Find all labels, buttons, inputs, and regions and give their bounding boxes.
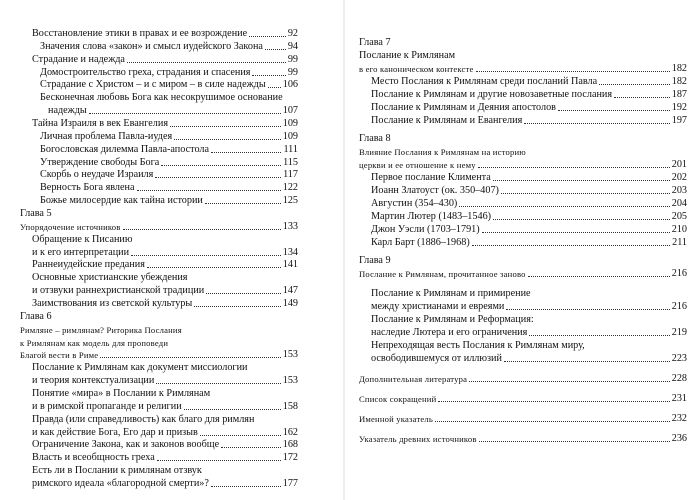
- toc-entry: [371, 327, 687, 339]
- toc-entry-title: Послание к Римлянам, прочитанное заново: [359, 269, 526, 279]
- toc-page-number: 192: [671, 102, 687, 113]
- toc-page-number: 149: [282, 298, 298, 309]
- toc-page-number: 162: [282, 426, 298, 438]
- toc-page-number: 202: [671, 172, 687, 183]
- dot-leader: [493, 180, 670, 181]
- toc-entry: [32, 285, 298, 297]
- toc-entry-title: римского идеала «благородной смерти»?: [32, 478, 209, 489]
- toc-page-number: 211: [672, 237, 687, 248]
- toc-entry: [371, 340, 687, 352]
- dot-leader: [89, 113, 281, 114]
- toc-entry-title: к Римлянам как модель для проповеди: [20, 337, 169, 348]
- toc-entry: [32, 452, 298, 464]
- toc-entry-title: Скорбь о неудаче Израиля: [40, 169, 154, 181]
- toc-entry-title: Тайна Израиля в век Евангелия: [32, 118, 169, 129]
- toc-entry-title: Римляне – римлянам? Риторика Послания: [20, 324, 182, 335]
- toc-entry: [371, 288, 687, 300]
- toc-entry: [359, 146, 687, 158]
- toc-entry-title: Джон Уэсли (1703–1791): [371, 224, 480, 235]
- toc-entry: [40, 169, 298, 181]
- dot-leader: [265, 49, 286, 50]
- toc-entry: [20, 208, 298, 220]
- toc-entry: [359, 133, 687, 145]
- left-page: [0, 0, 345, 500]
- toc-page-number: 177: [282, 478, 298, 489]
- toc-page-number: 187: [671, 89, 687, 100]
- toc-entry-title: Упорядочение источников: [20, 221, 121, 232]
- toc-entry-title: Влияние Послания к Римлянам на историю: [359, 147, 526, 157]
- toc-entry: [359, 268, 687, 280]
- toc-page-number: 197: [671, 115, 687, 126]
- dot-leader: [127, 62, 286, 63]
- toc-entry-title: Значения слова «закон» и смысл иудейского Закона: [40, 40, 263, 52]
- toc-entry-title: надежды: [48, 105, 87, 117]
- toc-page-number: 205: [671, 211, 687, 222]
- toc-entry-title: освободившемуся от иллюзий: [371, 353, 502, 364]
- toc-entry: [40, 144, 298, 156]
- toc-page-number: 92: [287, 28, 298, 39]
- dot-leader: [524, 123, 669, 124]
- toc-entry: [371, 224, 687, 236]
- toc-entry: [40, 79, 298, 91]
- toc-entry: [48, 105, 298, 117]
- toc-entry-title: Послание к Римлянам как документ миссиологии: [32, 362, 248, 374]
- dot-leader: [459, 206, 669, 207]
- dot-leader: [194, 306, 280, 307]
- toc-entry: [32, 54, 298, 66]
- toc-entry-title: и к его интерпретации: [32, 246, 130, 258]
- toc-entry-title: Первое послание Климента: [371, 172, 491, 183]
- toc-entry: [359, 393, 687, 405]
- toc-entry-title: Указатель древних источников: [359, 434, 477, 444]
- toc-page-number: 172: [282, 452, 298, 464]
- toc-entry-title: Место Послания к Римлянам среди посланий Павла: [371, 76, 598, 87]
- toc-page-number: 111: [283, 143, 298, 155]
- toc-entry-title: Иоанн Златоуст (ок. 350–407): [371, 185, 499, 196]
- toc-entry-title: Послание к Римлянам и примирение: [371, 288, 531, 299]
- toc-entry: [359, 37, 687, 49]
- toc-entry-title: Обращение к Писанию: [32, 233, 133, 245]
- toc-entry: [371, 185, 687, 197]
- dot-leader: [476, 71, 670, 72]
- toc-page-number: 216: [671, 301, 687, 312]
- dot-leader: [252, 75, 285, 76]
- toc-entry-title: Августин (354–430): [371, 198, 458, 209]
- dot-leader: [200, 435, 281, 436]
- toc-page-number: 158: [282, 400, 298, 412]
- toc-entry-title: Божье милосердие как тайна истории: [40, 195, 203, 207]
- toc-entry-title: Глава 8: [359, 133, 391, 144]
- toc-entry: [40, 41, 298, 53]
- toc-page-number: 182: [671, 63, 687, 74]
- dot-leader: [170, 126, 281, 127]
- toc-page-number: 94: [287, 40, 298, 52]
- toc-entry-title: Правда (или справедливость) как благо для римлян: [32, 413, 255, 425]
- toc-page-number: 125: [282, 195, 298, 207]
- toc-entry: [40, 157, 298, 169]
- toc-entry-title: Основные христианские убеждения: [32, 272, 188, 284]
- dot-leader: [529, 335, 669, 336]
- dot-leader: [469, 381, 670, 382]
- dot-leader: [268, 87, 281, 88]
- dot-leader: [156, 383, 280, 384]
- toc-entry-title: Непреходящая весть Послания к Римлянам миру,: [371, 340, 585, 351]
- dot-leader: [221, 447, 281, 448]
- toc-entry: [32, 465, 298, 477]
- toc-entry: [359, 255, 687, 267]
- toc-entry: [371, 76, 687, 88]
- dot-leader: [528, 276, 670, 277]
- toc-entry: [32, 401, 298, 413]
- dot-leader: [137, 190, 281, 191]
- toc-entry: [20, 349, 298, 361]
- toc-entry-title: Карл Барт (1886–1968): [371, 237, 470, 248]
- dot-leader: [249, 36, 286, 37]
- dot-leader: [438, 401, 669, 402]
- toc-entry-title: и в римской пропаганде и религии: [32, 400, 182, 412]
- dot-leader: [211, 486, 281, 487]
- toc-page-number: 147: [282, 285, 298, 297]
- toc-entry: [359, 413, 687, 425]
- toc-entry: [40, 131, 298, 143]
- toc-entry: [359, 50, 687, 62]
- dot-leader: [599, 84, 670, 85]
- dot-leader: [147, 267, 281, 268]
- toc-entry-title: и как действие Бога, Его дар и призыв: [32, 426, 198, 438]
- toc-entry: [32, 439, 298, 451]
- toc-entry: [359, 373, 687, 385]
- toc-entry: [359, 433, 687, 445]
- dot-leader: [614, 97, 670, 98]
- toc-page-number: 168: [282, 439, 298, 451]
- toc-entry: [32, 478, 298, 490]
- toc-page-number: 106: [282, 79, 298, 91]
- toc-page-number: 133: [282, 220, 298, 232]
- toc-entry-title: Послание к Римлянам и Евангелия: [371, 115, 523, 126]
- toc-page-number: 99: [287, 66, 298, 78]
- dot-leader: [479, 441, 670, 442]
- toc-entry-title: и отзвуки раннехристианской традиции: [32, 285, 205, 297]
- toc-entry-title: Благой вести в Риме: [20, 350, 99, 361]
- toc-entry-title: Список сокращений: [359, 394, 437, 404]
- toc-entry-title: Глава 5: [20, 208, 52, 219]
- dot-leader: [174, 139, 281, 140]
- toc-entry: [371, 237, 687, 249]
- toc-page-number: 99: [287, 53, 298, 65]
- dot-leader: [155, 177, 281, 178]
- toc-page-number: 109: [282, 130, 298, 142]
- toc-entry-title: Именной указатель: [359, 414, 434, 424]
- toc-page-number: 232: [671, 413, 687, 424]
- toc-page-number: 153: [282, 375, 298, 387]
- toc-entry-title: Послание к Римлянам и Деяния апостолов: [371, 102, 556, 113]
- toc-entry: [32, 375, 298, 387]
- toc-entry-title: Мартин Лютер (1483–1546): [371, 211, 492, 222]
- toc-entry-title: Богословская дилемма Павла-апостола: [40, 143, 210, 155]
- toc-entry: [32, 414, 298, 426]
- toc-entry: [32, 247, 298, 259]
- toc-entry-title: Раннеиудейские предания: [32, 259, 145, 271]
- toc-page-number: 223: [671, 353, 687, 364]
- toc-page-number: 219: [671, 327, 687, 338]
- toc-entry-title: церкви и ее отношение к нему: [359, 160, 476, 170]
- dot-leader: [472, 245, 670, 246]
- dot-leader: [506, 309, 669, 310]
- toc-page-number: 203: [671, 185, 687, 196]
- toc-page-number: 210: [671, 224, 687, 235]
- toc-page-number: 115: [283, 156, 298, 168]
- toc-entry: [32, 28, 298, 40]
- toc-entry-title: Страдание и надежда: [32, 53, 125, 65]
- dot-leader: [157, 460, 281, 461]
- toc-entry: [371, 172, 687, 184]
- toc-entry: [371, 89, 687, 101]
- toc-entry: [32, 388, 298, 400]
- dot-leader: [206, 293, 280, 294]
- toc-entry: [32, 272, 298, 284]
- toc-entry-title: Заимствования из светской культуры: [32, 298, 193, 309]
- dot-leader: [131, 255, 281, 256]
- toc-entry: [32, 427, 298, 439]
- toc-entry: [20, 337, 298, 349]
- toc-entry: [40, 182, 298, 194]
- toc-entry: [40, 92, 298, 104]
- toc-page-number: 204: [671, 198, 687, 209]
- dot-leader: [184, 409, 281, 410]
- toc-page-number: 107: [282, 105, 298, 117]
- toc-entry-title: в его каноническом контексте: [359, 64, 474, 74]
- toc-page-number: 141: [282, 259, 298, 271]
- toc-page-number: 216: [671, 268, 687, 279]
- dot-leader: [501, 193, 670, 194]
- toc-entry-title: Глава 6: [20, 310, 52, 322]
- toc-entry: [20, 324, 298, 336]
- toc-entry-title: Бесконечная любовь Бога как несокрушимое основание: [40, 92, 283, 104]
- toc-page-number: 153: [282, 349, 298, 361]
- toc-page-number: 182: [671, 76, 687, 87]
- toc-entry-title: Страдание с Христом – и с миром – в силе надежды: [40, 79, 266, 91]
- dot-leader: [100, 357, 280, 358]
- toc-page-number: 236: [671, 433, 687, 444]
- toc-entry: [32, 234, 298, 246]
- toc-entry: [359, 63, 687, 75]
- toc-entry-title: между христианами и евреями: [371, 301, 505, 312]
- toc-entry: [32, 298, 298, 310]
- toc-entry: [371, 102, 687, 114]
- toc-entry-title: Послание к Римлянам и другие новозаветные послания: [371, 89, 613, 100]
- toc-entry-title: Глава 9: [359, 255, 391, 266]
- toc-entry-title: Домостроительство греха, страдания и спасения: [40, 66, 251, 78]
- toc-entry: [32, 259, 298, 271]
- toc-page-number: 231: [671, 393, 687, 404]
- dot-leader: [205, 203, 281, 204]
- toc-entry: [40, 67, 298, 79]
- toc-entry: [371, 115, 687, 127]
- toc-entry-title: Восстановление этики в правах и ее возрождение: [32, 28, 248, 39]
- dot-leader: [478, 167, 670, 168]
- toc-entry-title: Утверждение свободы Бога: [40, 156, 160, 168]
- toc-entry-title: Личная проблема Павла-иудея: [40, 130, 173, 142]
- dot-leader: [482, 232, 670, 233]
- toc-entry-title: Послание к Римлянам и Реформация:: [371, 314, 534, 325]
- dot-leader: [558, 110, 670, 111]
- toc-page-number: 117: [283, 169, 298, 181]
- dot-leader: [211, 152, 281, 153]
- toc-entry-title: Есть ли в Послании к римлянам отзвук: [32, 465, 202, 477]
- right-page: [345, 0, 700, 500]
- dot-leader: [435, 421, 670, 422]
- toc-page-number: 201: [671, 159, 687, 170]
- toc-entry-title: Глава 7: [359, 37, 391, 48]
- toc-entry: [371, 314, 687, 326]
- toc-page-number: 228: [671, 373, 687, 384]
- dot-leader: [493, 219, 670, 220]
- toc-entry-title: Послание к Римлянам: [359, 50, 456, 61]
- toc-entry: [371, 301, 687, 313]
- toc-entry: [371, 211, 687, 223]
- toc-entry-title: Понятие «мира» в Послании к Римлянам: [32, 388, 211, 399]
- toc-page-number: 122: [282, 182, 298, 194]
- toc-entry: [40, 195, 298, 207]
- toc-entry-title: и теория контекстуализации: [32, 375, 155, 387]
- toc-page-number: 109: [282, 118, 298, 129]
- toc-entry-title: Власть и всеобщность греха: [32, 452, 155, 464]
- dot-leader: [123, 229, 281, 230]
- toc-entry-title: наследие Лютера и его ограничения: [371, 327, 528, 338]
- toc-entry: [32, 118, 298, 130]
- toc-entry: [371, 353, 687, 365]
- toc-entry: [20, 311, 298, 323]
- toc-entry-title: Дополнительная литература: [359, 374, 468, 384]
- toc-entry: [359, 159, 687, 171]
- dot-leader: [504, 361, 670, 362]
- toc-entry-title: Ограничение Закона, как и законов вообще: [32, 439, 220, 451]
- dot-leader: [161, 165, 281, 166]
- toc-entry: [32, 362, 298, 374]
- toc-entry: [20, 221, 298, 233]
- toc-page-number: 134: [282, 246, 298, 258]
- toc-entry: [371, 198, 687, 210]
- toc-entry-title: Верность Бога явлена: [40, 182, 135, 194]
